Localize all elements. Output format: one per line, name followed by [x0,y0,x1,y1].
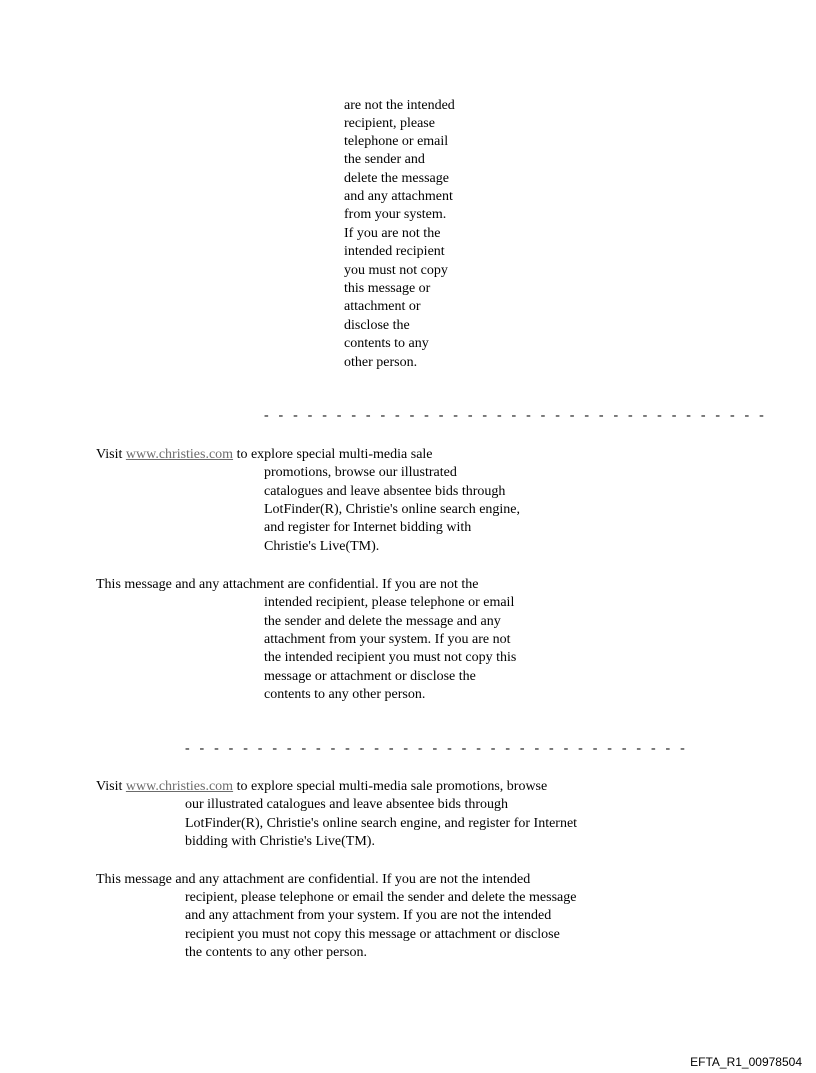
visit-text: to explore special multi-media sale promotions, browse [233,779,548,794]
document-id: EFTA_R1_00978504 [690,1055,802,1069]
confidentiality-line: the sender and delete the message and any [264,614,501,629]
disclaimer-line: intended recipient [344,244,445,259]
visit-line: Christie's Live(TM). [264,539,380,554]
confidentiality-line: attachment from your system. If you are not [264,632,511,647]
confidentiality-line: recipient, please telephone or email the sender and delete the message [185,890,577,905]
disclaimer-line: disclose the [344,318,410,333]
disclaimer-line: and any attachment [344,189,453,204]
dashed-separator: - - - - - - - - - - - - - - - - - - - - - - - - - - - - - - - - - - - [264,408,767,423]
visit-prefix: Visit [96,779,126,794]
disclaimer-line: are not the intended [344,98,455,113]
visit-line: and register for Internet bidding with [264,520,472,535]
christies-link[interactable]: www.christies.com [125,779,234,794]
confidentiality-line: contents to any other person. [264,687,426,702]
disclaimer-line: recipient, please [344,116,435,131]
visit-line: promotions, browse our illustrated [264,465,457,480]
disclaimer-line: you must not copy [344,263,448,278]
disclaimer-line: other person. [344,355,418,370]
confidentiality-line: recipient you must not copy this message or attachment or disclose [185,927,560,942]
visit-line: our illustrated catalogues and leave absentee bids through [185,797,509,812]
disclaimer-line: telephone or email [344,134,449,149]
visit-line: LotFinder(R), Christie's online search engine, [264,502,521,517]
disclaimer-line: this message or [344,281,431,296]
visit-line: catalogues and leave absentee bids through [264,484,506,499]
disclaimer-line: the sender and [344,152,425,167]
visit-line: bidding with Christie's Live(TM). [185,834,375,849]
visit-line-first [96,446,433,464]
visit-text: to explore special multi-media sale [233,447,433,462]
dashed-separator: - - - - - - - - - - - - - - - - - - - - - - - - - - - - - - - - - - - [185,741,688,756]
confidentiality-line: intended recipient, please telephone or email [264,595,515,610]
christies-link[interactable]: www.christies.com [125,447,234,462]
confidentiality-line: This message and any attachment are confidential. If you are not the [96,577,479,592]
visit-line: LotFinder(R), Christie's online search engine, and register for Internet [185,816,578,831]
visit-prefix: Visit [96,447,126,462]
confidentiality-line: the contents to any other person. [185,945,367,960]
disclaimer-line: contents to any [344,336,429,351]
confidentiality-line: and any attachment from your system. If you are not the intended [185,908,552,923]
disclaimer-line: from your system. [344,207,447,222]
confidentiality-line: message or attachment or disclose the [264,669,476,684]
confidentiality-line: This message and any attachment are confidential. If you are not the intended [96,872,531,887]
visit-line-first [96,778,547,796]
confidentiality-line: the intended recipient you must not copy this [264,650,517,665]
disclaimer-line: attachment or [344,299,421,314]
disclaimer-line: delete the message [344,171,449,186]
disclaimer-line: If you are not the [344,226,441,241]
